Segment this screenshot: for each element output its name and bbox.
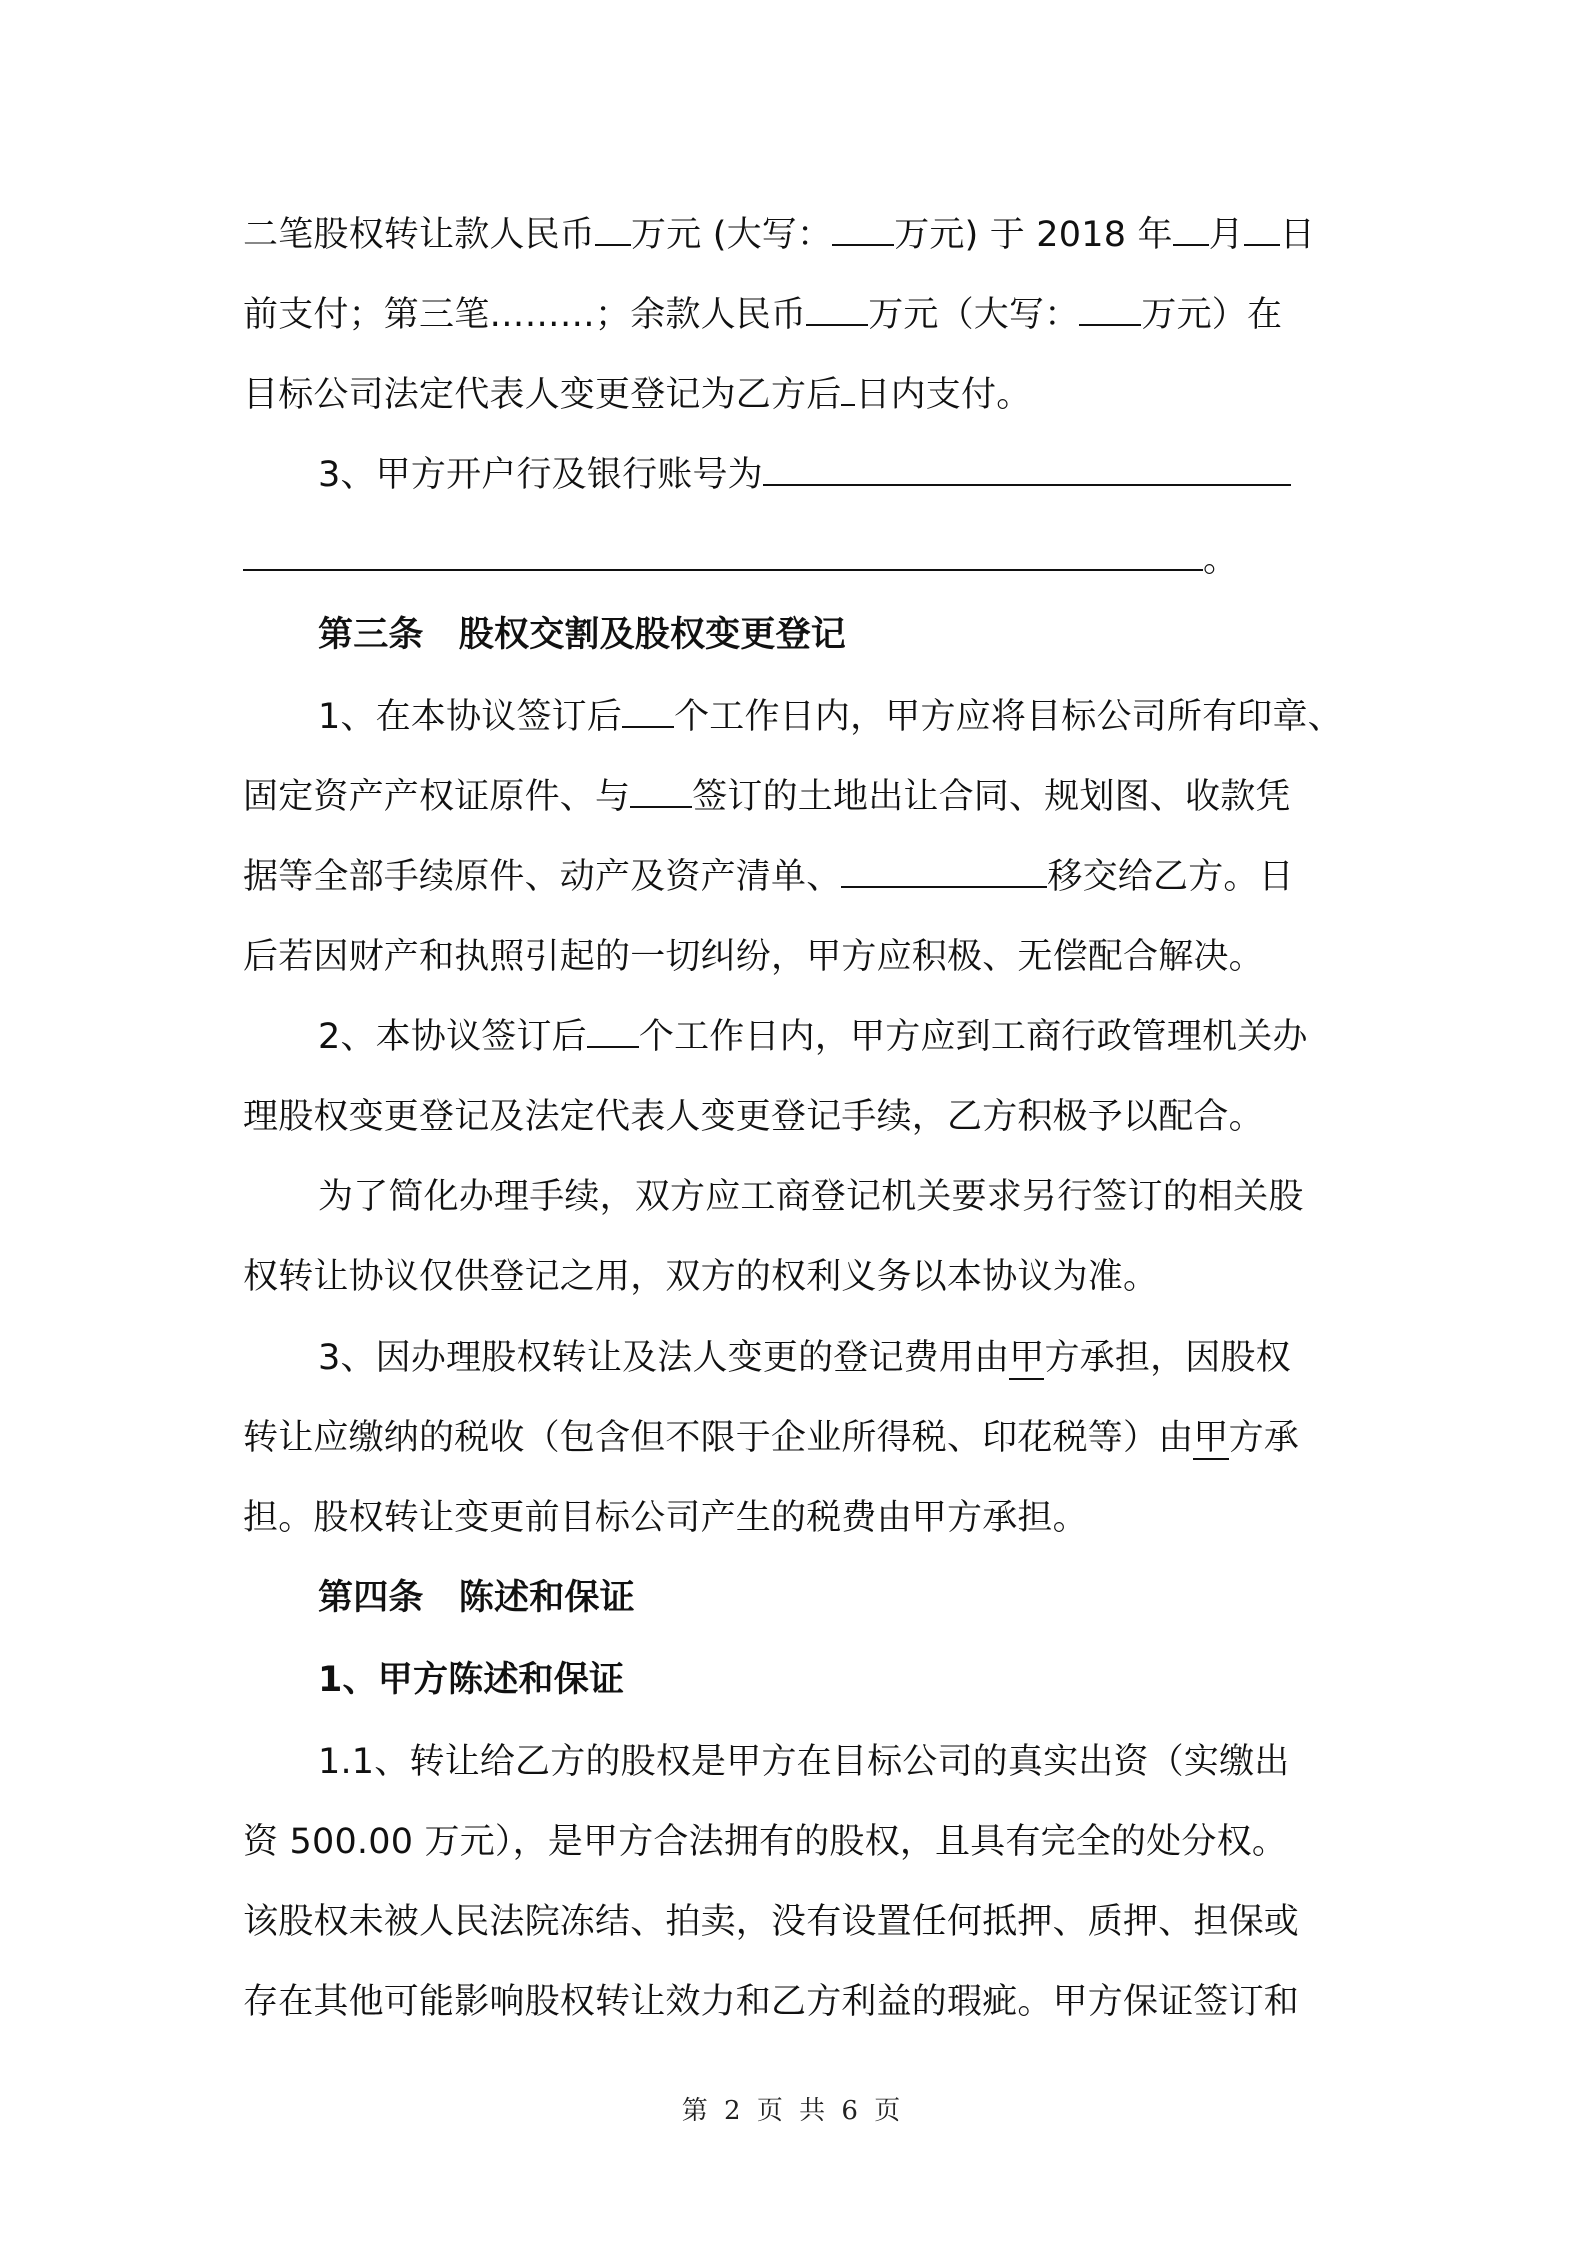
text-line-11: 2、本协议签订后 个工作日内，甲方应到工商行政管理机关办	[318, 1012, 1308, 1062]
text-line-14: 权转让协议仅供登记之用，双方的权利义务以本协议为准。	[243, 1257, 1159, 1297]
text-line-12: 理股权变更登记及法定代表人变更登记手续，乙方积极予以配合。	[243, 1097, 1264, 1137]
page-number-footer: 第 2 页 共 6 页	[681, 2096, 905, 2126]
blank-field	[1079, 290, 1141, 326]
text-line-7: 1、在本协议签订后 个工作日内，甲方应将目标公司所有印章、	[318, 692, 1343, 742]
text-line-16: 转让应缴纳的税收（包含但不限于企业所得税、印花税等）由甲方承	[243, 1418, 1300, 1458]
text-line-22: 该股权未被人民法院冻结、拍卖，没有设置任何抵押、质押、担保或	[243, 1902, 1300, 1942]
text-line-10: 后若因财产和执照引起的一切纠纷，甲方应积极、无偿配合解决。	[243, 937, 1264, 977]
blank-field	[806, 290, 868, 326]
blank-field	[841, 852, 1047, 888]
text-line-4: 3、甲方开户行及银行账号为	[318, 450, 1291, 500]
text-line-15: 3、因办理股权转让及法人变更的登记费用由甲方承担，因股权	[318, 1338, 1291, 1378]
subsection-heading: 1、甲方陈述和保证	[318, 1660, 625, 1700]
blank-field	[622, 692, 674, 728]
blank-field	[841, 370, 855, 406]
blank-field	[630, 772, 692, 808]
blank-field	[832, 210, 894, 246]
blank-field	[1244, 210, 1280, 246]
text-line-17: 担。股权转让变更前目标公司产生的税费由甲方承担。	[243, 1498, 1088, 1538]
section-heading-article-4: 第四条 陈述和保证	[318, 1578, 635, 1618]
text-line-8: 固定资产产权证原件、与 签订的土地出让合同、规划图、收款凭	[243, 772, 1291, 822]
text-line-23: 存在其他可能影响股权转让效力和乙方利益的瑕疵。甲方保证签订和	[243, 1982, 1300, 2022]
text-line-9: 据等全部手续原件、动产及资产清单、 移交给乙方。日	[243, 852, 1294, 902]
bank-account-field-cont	[243, 535, 1203, 571]
text-line-3: 目标公司法定代表人变更登记为乙方后 日内支付。	[243, 370, 1031, 420]
text-line-1: 二笔股权转让款人民币 万元 (大写： 万元) 于 2018 年 月 日	[243, 210, 1315, 260]
text-line-21: 资 500.00 万元），是甲方合法拥有的股权，且具有完全的处分权。	[243, 1822, 1288, 1862]
blank-field	[1173, 210, 1209, 246]
blank-field	[587, 1012, 639, 1048]
text-line-13: 为了简化办理手续，双方应工商登记机关要求另行签订的相关股	[318, 1177, 1304, 1217]
bank-account-field	[763, 450, 1291, 486]
section-heading-article-3: 第三条 股权交割及股权变更登记	[318, 615, 847, 655]
text-line-5: 。	[243, 535, 1238, 585]
text-line-20: 1.1、转让给乙方的股权是甲方在目标公司的真实出资（实缴出	[318, 1742, 1290, 1782]
blank-field	[595, 210, 631, 246]
text-line-2: 前支付；第三笔………；余款人民币 万元（大写： 万元）在	[243, 290, 1282, 340]
